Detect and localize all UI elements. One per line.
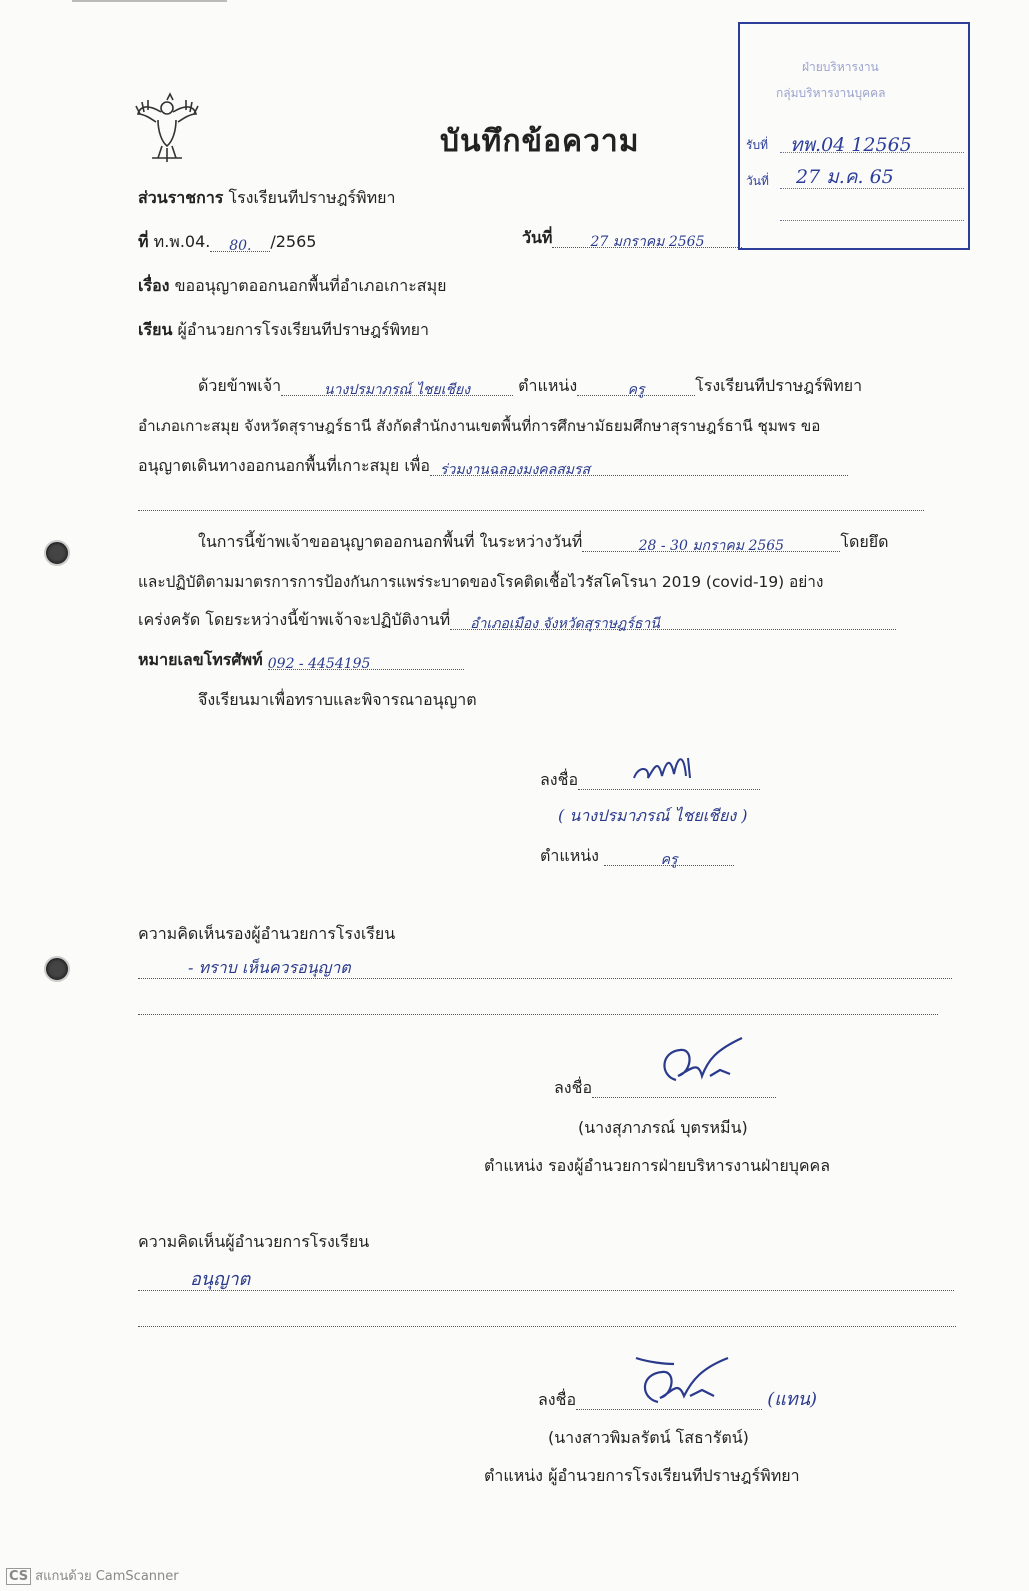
purpose-field (430, 459, 848, 476)
phone-field (268, 653, 464, 670)
position-field (577, 379, 695, 396)
ref-number: 80. (229, 238, 252, 254)
director-opinion-heading: ความคิดเห็นผู้อำนวยการโรงเรียน (138, 1232, 370, 1251)
phone-label: หมายเลขโทรศัพท์ (138, 650, 263, 669)
sign1-position-value: ครู (660, 852, 678, 868)
name-field (281, 379, 513, 396)
deputy-opinion-heading: ความคิดเห็นรองผู้อำนวยการโรงเรียน (138, 924, 396, 943)
stamp-date-label: วันที่ (746, 174, 769, 188)
receipt-stamp (738, 22, 970, 250)
p1-purpose: ร่วมงานฉลองมงคลสมรส (440, 462, 591, 478)
p2-line-1 (198, 532, 888, 552)
p2-start: ในการนี้ข้าพเจ้าขออนุญาตออกนอกพื้นที่ ในระหว่างวันที่ (198, 532, 583, 551)
p1-line-3 (138, 456, 848, 476)
date-value: 27 มกราคม 2565 (590, 234, 705, 250)
stamp-line-2: กลุ่มบริหารงานบุคคล (776, 86, 886, 100)
garuda-emblem-icon (134, 92, 200, 166)
phone-value: 092 - 4454195 (267, 656, 371, 672)
p1-position-label: ตำแหน่ง (518, 376, 578, 395)
location-field (450, 613, 896, 630)
sign1-position-field (604, 849, 734, 866)
date-label: วันที่ (522, 228, 553, 247)
scanner-text: สแกนด้วย CamScanner (35, 1569, 179, 1584)
ref-prefix: ท.พ.04. (153, 232, 211, 251)
blank-dotted-line (138, 510, 924, 511)
agency-line (138, 188, 395, 208)
signature-deputy-graphic (650, 1030, 750, 1094)
ref-label: ที่ (138, 232, 149, 251)
punch-hole-bottom (44, 956, 70, 982)
sign1-label: ลงชื่อ (540, 770, 579, 789)
deputy-comment: - ทราบ เห็นควรอนุญาต (188, 958, 351, 977)
p1-school: โรงเรียนทีปราษฎร์พิทยา (695, 376, 863, 395)
signature-1-graphic (628, 748, 708, 788)
date-field (552, 231, 742, 248)
stamp-date-value: 27 ม.ค. 65 (796, 166, 894, 188)
to-label: เรียน (138, 320, 173, 339)
document-title: บันทึกข้อความ (440, 124, 640, 159)
p1-name: นางปรมาภรณ์ ไชยเชียง (324, 382, 471, 398)
ref-year: /2565 (270, 232, 317, 251)
agency-label: ส่วนราชการ (138, 188, 224, 207)
director-sign-suffix: (แทน) (767, 1389, 818, 1410)
punch-hole-top (44, 540, 70, 566)
deputy-name: (นางสุภาภรณ์ บุตรหมีน) (578, 1118, 748, 1137)
director-blank-line (138, 1326, 956, 1327)
reference-line (138, 232, 316, 252)
date-line (522, 228, 742, 248)
closing-line: จึงเรียนมาเพื่อทราบและพิจารณาอนุญาต (198, 690, 477, 709)
scan-edge-line (72, 0, 227, 2)
deputy-blank-line (138, 1014, 938, 1015)
p1-line-2: อำเภอเกาะสมุย จังหวัดสุราษฎร์ธานี สังกัดสำนักงานเขตพื้นที่การศึกษามัธยมศึกษาสุราษฎร์ธานี ชุมพร ขอ (138, 417, 821, 435)
p2-line3-start: เคร่งครัด โดยระหว่างนี้ข้าพเจ้าจะปฏิบัติงานที่ (138, 610, 451, 629)
director-comment: อนุญาต (190, 1269, 251, 1290)
sign1-position-line (540, 846, 734, 866)
stamp-recv-label: รับที่ (746, 138, 768, 152)
p2-line-3 (138, 610, 896, 630)
agency-value: โรงเรียนทีปราษฎร์พิทยา (228, 188, 396, 207)
director-name: (นางสาวพิมลรัตน์ โสธารัตน์) (548, 1428, 749, 1447)
to-line (138, 320, 429, 340)
p1-position: ครู (627, 382, 645, 398)
deputy-sign-label: ลงชื่อ (554, 1078, 593, 1097)
subject-value: ขออนุญาตออกนอกพื้นที่อำเภอเกาะสมุย (174, 276, 447, 295)
p1-line3-start: อนุญาตเดินทางออกนอกพื้นที่เกาะสมุย เพื่อ (138, 456, 430, 475)
sign1-name: ( นางปรมาภรณ์ ไชยเชียง ) (558, 806, 748, 825)
phone-line (138, 650, 464, 670)
p2-location: อำเภอเมือง จังหวัดสุราษฎร์ธานี (470, 616, 660, 632)
subject-label: เรื่อง (138, 276, 170, 295)
sign1-position-label: ตำแหน่ง (540, 846, 599, 865)
director-comment-line (138, 1290, 954, 1291)
deputy-position: ตำแหน่ง รองผู้อำนวยการฝ่ายบริหารงานฝ่ายบุคคล (484, 1156, 831, 1175)
p2-dates: 28 - 30 มกราคม 2565 (638, 538, 785, 554)
p1-line-1 (198, 376, 862, 396)
to-value: ผู้อำนวยการโรงเรียนทีปราษฎร์พิทยา (177, 320, 429, 339)
scanner-watermark (6, 1565, 179, 1586)
p1-start: ด้วยข้าพเจ้า (198, 376, 282, 395)
p2-line-2: และปฏิบัติตามมาตรการการป้องกันการแพร่ระบาดของโรคติดเชื้อไวรัสโคโรนา 2019 (covid-19) อย่าง (138, 573, 824, 591)
camscanner-logo: CS (6, 1568, 31, 1585)
dates-field (582, 535, 840, 552)
p2-end: โดยยึด (840, 532, 889, 551)
director-position: ตำแหน่ง ผู้อำนวยการโรงเรียนทีปราษฎร์พิทยา (484, 1466, 800, 1485)
director-sign-label: ลงชื่อ (538, 1390, 577, 1409)
signature-director-graphic (628, 1352, 738, 1416)
subject-line (138, 276, 447, 296)
stamp-line-1: ฝ่ายบริหารงาน (802, 60, 879, 74)
ref-number-field (210, 235, 270, 252)
stamp-recv-value: ทพ.04 12565 (790, 134, 912, 156)
